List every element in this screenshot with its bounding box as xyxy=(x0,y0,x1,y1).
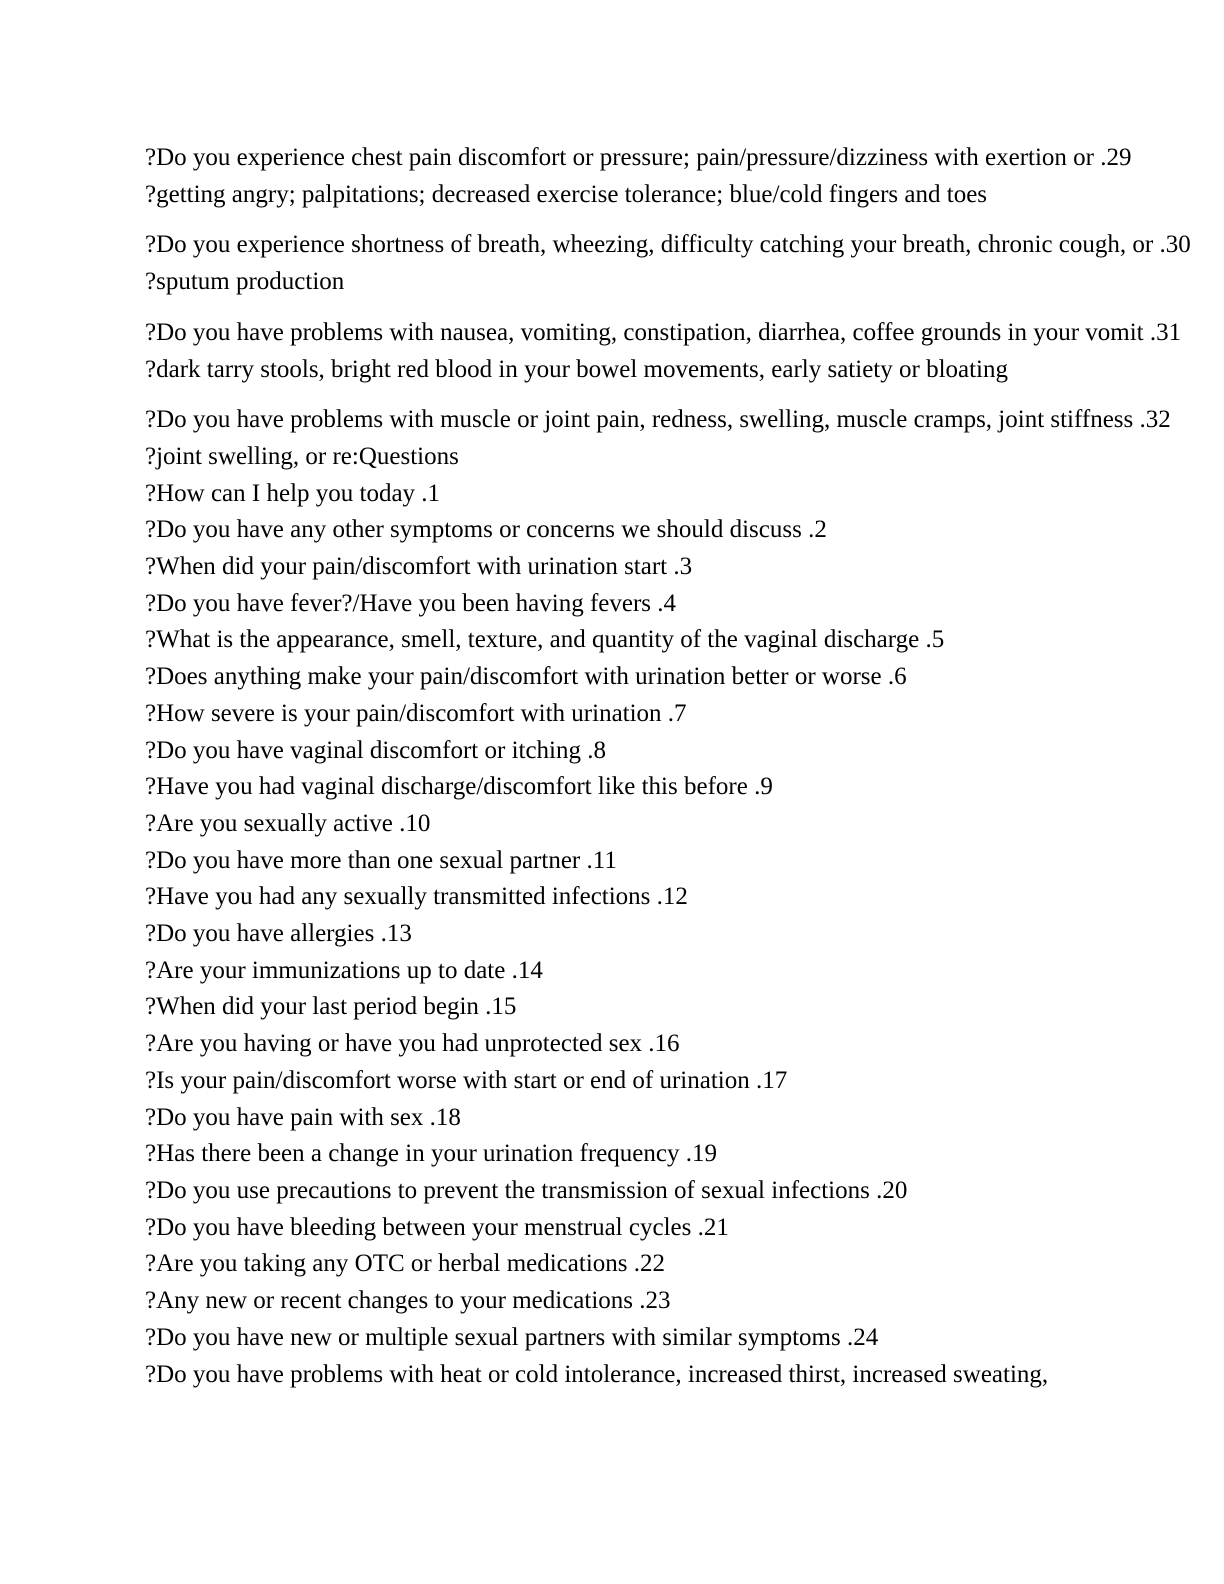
question-item: ?When did your pain/discomfort with urination start .3 xyxy=(145,553,693,581)
question-item: ?Do you have more than one sexual partner .11 xyxy=(145,846,617,874)
question-item: ?What is the appearance, smell, texture, and quantity of the vaginal discharge .5 xyxy=(145,626,945,654)
document-body xyxy=(145,140,1195,1393)
text-line: ?sputum production xyxy=(145,268,345,296)
question-item: ?Do you have problems with heat or cold intolerance, increased thirst, increased sweating, xyxy=(145,1360,1049,1388)
question-item: ?Do you have new or multiple sexual partners with similar symptoms .24 xyxy=(145,1323,879,1351)
question-item: ?Do you have allergies .13 xyxy=(145,920,412,948)
text-line: ?getting angry; palpitations; decreased exercise tolerance; blue/cold fingers and toes xyxy=(145,180,988,208)
paragraph-nausea xyxy=(145,315,1195,388)
question-item: ?Do you have bleeding between your menstrual cycles .21 xyxy=(145,1213,729,1241)
text-line: ?Do you have problems with nausea, vomiting, constipation, diarrhea, coffee grounds in your vomit .31 xyxy=(145,318,1182,346)
question-item: ?Has there been a change in your urination frequency .19 xyxy=(145,1140,717,1168)
question-item: ?How can I help you today .1 xyxy=(145,479,441,507)
question-item: ?Have you had any sexually transmitted infections .12 xyxy=(145,883,688,911)
text-line: ?dark tarry stools, bright red blood in your bowel movements, early satiety or bloating xyxy=(145,355,1009,383)
question-item: ?Do you have fever?/Have you been having fevers .4 xyxy=(145,589,677,617)
paragraph-chest-pain xyxy=(145,140,1195,213)
question-item: ?Are you sexually active .10 xyxy=(145,809,431,837)
question-item: ?Any new or recent changes to your medications .23 xyxy=(145,1287,671,1315)
question-item: ?Do you have pain with sex .18 xyxy=(145,1103,461,1131)
question-item: ?Do you have vaginal discomfort or itching .8 xyxy=(145,736,606,764)
text-line: ?Do you experience chest pain discomfort or pressure; pain/pressure/dizziness with exertion or .29 xyxy=(145,144,1132,171)
question-item: ?joint swelling, or re:Questions xyxy=(145,442,459,470)
question-item: ?Are your immunizations up to date .14 xyxy=(145,956,543,984)
question-list xyxy=(145,402,1195,1393)
question-item: ?Is your pain/discomfort worse with start or end of urination .17 xyxy=(145,1066,788,1094)
text-line: ?Do you experience shortness of breath, wheezing, difficulty catching your breath, chronic cough, or .30 xyxy=(145,231,1191,259)
question-item: ?When did your last period begin .15 xyxy=(145,993,517,1021)
paragraph-shortness-of-breath xyxy=(145,227,1195,300)
question-item: ?Are you having or have you had unprotected sex .16 xyxy=(145,1030,680,1058)
question-item: ?Do you have problems with muscle or joint pain, redness, swelling, muscle cramps, joint stiffness .32 xyxy=(145,406,1171,434)
question-item: ?Do you have any other symptoms or concerns we should discuss .2 xyxy=(145,516,827,544)
question-item: ?Do you use precautions to prevent the transmission of sexual infections .20 xyxy=(145,1176,908,1204)
question-item: ?Are you taking any OTC or herbal medications .22 xyxy=(145,1250,665,1278)
question-item: ?Does anything make your pain/discomfort with urination better or worse .6 xyxy=(145,663,907,691)
question-item: ?How severe is your pain/discomfort with urination .7 xyxy=(145,699,687,727)
question-item: ?Have you had vaginal discharge/discomfort like this before .9 xyxy=(145,773,773,801)
